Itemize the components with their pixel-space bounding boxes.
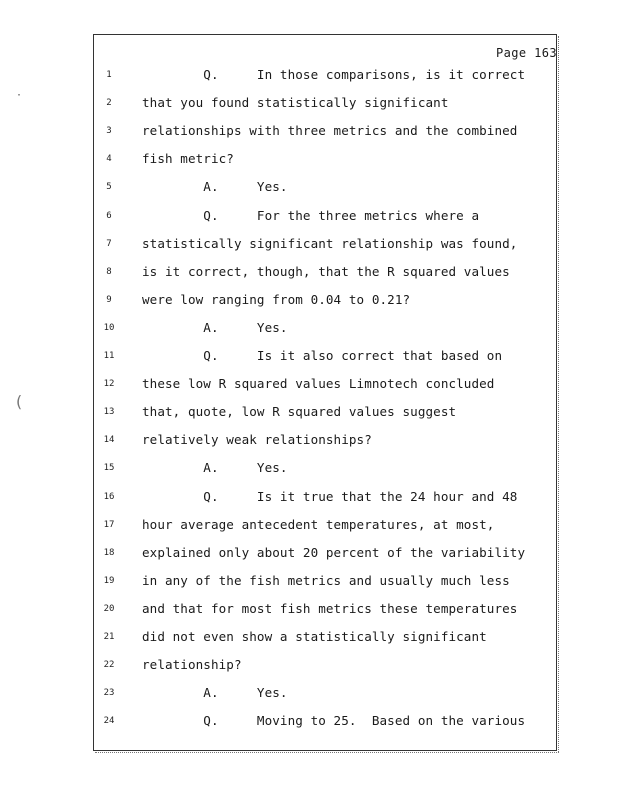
line-number: 21 bbox=[103, 632, 115, 642]
line-text: in any of the fish metrics and usually much less bbox=[142, 572, 510, 588]
transcript-line bbox=[0, 123, 618, 145]
frame-edge bbox=[95, 752, 559, 755]
line-number: 13 bbox=[103, 407, 115, 418]
line-number: 7 bbox=[106, 238, 112, 249]
transcript-line bbox=[0, 404, 618, 426]
line-text: explained only about 20 percent of the variability bbox=[142, 544, 526, 560]
line-text: that you found statistically significant bbox=[142, 95, 449, 111]
transcript-line bbox=[0, 432, 618, 454]
transcript-line bbox=[0, 264, 618, 286]
line-number: 9 bbox=[106, 294, 112, 305]
line-text: Q. Is it also correct that based on bbox=[142, 348, 503, 363]
line-text: relationships with three metrics and the combined bbox=[142, 123, 518, 139]
line-text: relationship? bbox=[142, 657, 242, 673]
line-number: 6 bbox=[106, 210, 112, 221]
line-number: 14 bbox=[103, 435, 115, 446]
transcript-line bbox=[0, 460, 618, 482]
line-text: Q. Is it true that the 24 hour and 48 bbox=[142, 488, 518, 504]
transcript-line bbox=[0, 151, 618, 173]
transcript-line bbox=[0, 545, 618, 567]
line-text: relatively weak relationships? bbox=[142, 432, 372, 448]
transcript-line bbox=[0, 685, 618, 707]
line-text: were low ranging from 0.04 to 0.21? bbox=[142, 291, 411, 307]
transcript-line bbox=[0, 292, 618, 314]
line-number: 22 bbox=[103, 660, 115, 671]
transcript-line bbox=[0, 320, 618, 342]
transcript-line bbox=[0, 236, 618, 258]
transcript-line bbox=[0, 657, 618, 679]
line-number: 5 bbox=[106, 182, 112, 193]
transcript-line bbox=[0, 95, 618, 117]
line-text: hour average antecedent temperatures, at most, bbox=[142, 516, 495, 532]
scan-mark: ( bbox=[14, 392, 24, 411]
line-text: is it correct, though, that the R squared values bbox=[142, 263, 510, 279]
line-text: Q. In those comparisons, is it correct bbox=[142, 67, 526, 82]
transcript-line bbox=[0, 67, 618, 89]
transcript-line bbox=[0, 713, 618, 735]
line-number: 18 bbox=[103, 547, 115, 558]
line-number: 2 bbox=[106, 98, 112, 109]
transcript-line bbox=[0, 208, 618, 230]
line-text: A. Yes. bbox=[142, 319, 288, 335]
line-text: fish metric? bbox=[142, 151, 234, 167]
transcript-line bbox=[0, 376, 618, 398]
transcript-line bbox=[0, 348, 618, 370]
line-number: 16 bbox=[103, 491, 115, 502]
line-text: Q. Moving to 25. Based on the various bbox=[142, 713, 526, 729]
line-number: 19 bbox=[103, 575, 115, 586]
line-text: A. Yes. bbox=[142, 685, 288, 701]
line-text: Q. For the three metrics where a bbox=[142, 207, 480, 223]
line-number: 10 bbox=[103, 322, 115, 333]
transcript-line bbox=[0, 601, 618, 623]
line-number: 24 bbox=[103, 716, 115, 727]
line-number: 20 bbox=[103, 603, 115, 614]
page-number: Page 163 bbox=[496, 46, 557, 60]
line-text: did not even show a statistically significant bbox=[142, 629, 487, 644]
line-text: and that for most fish metrics these temperatures bbox=[142, 600, 518, 616]
line-number: 4 bbox=[106, 154, 112, 165]
line-number: 11 bbox=[103, 351, 115, 361]
line-text: A. Yes. bbox=[142, 179, 288, 195]
line-number: 15 bbox=[103, 463, 115, 474]
transcript-line bbox=[0, 179, 618, 201]
line-number: 12 bbox=[103, 379, 115, 390]
line-number: 8 bbox=[106, 266, 112, 277]
line-number: 3 bbox=[106, 126, 112, 137]
line-text: A. Yes. bbox=[142, 460, 288, 476]
line-text: statistically significant relationship was found, bbox=[142, 235, 518, 251]
line-text: that, quote, low R squared values suggest bbox=[142, 404, 457, 420]
transcript-line bbox=[0, 489, 618, 511]
line-text: these low R squared values Limnotech concluded bbox=[142, 376, 495, 392]
transcript-line bbox=[0, 573, 618, 595]
line-number: 1 bbox=[106, 70, 112, 80]
transcript-line bbox=[0, 517, 618, 539]
line-number: 17 bbox=[103, 519, 115, 530]
line-number: 23 bbox=[103, 688, 115, 699]
transcript-line bbox=[0, 629, 618, 651]
scan-mark: · bbox=[16, 90, 23, 101]
